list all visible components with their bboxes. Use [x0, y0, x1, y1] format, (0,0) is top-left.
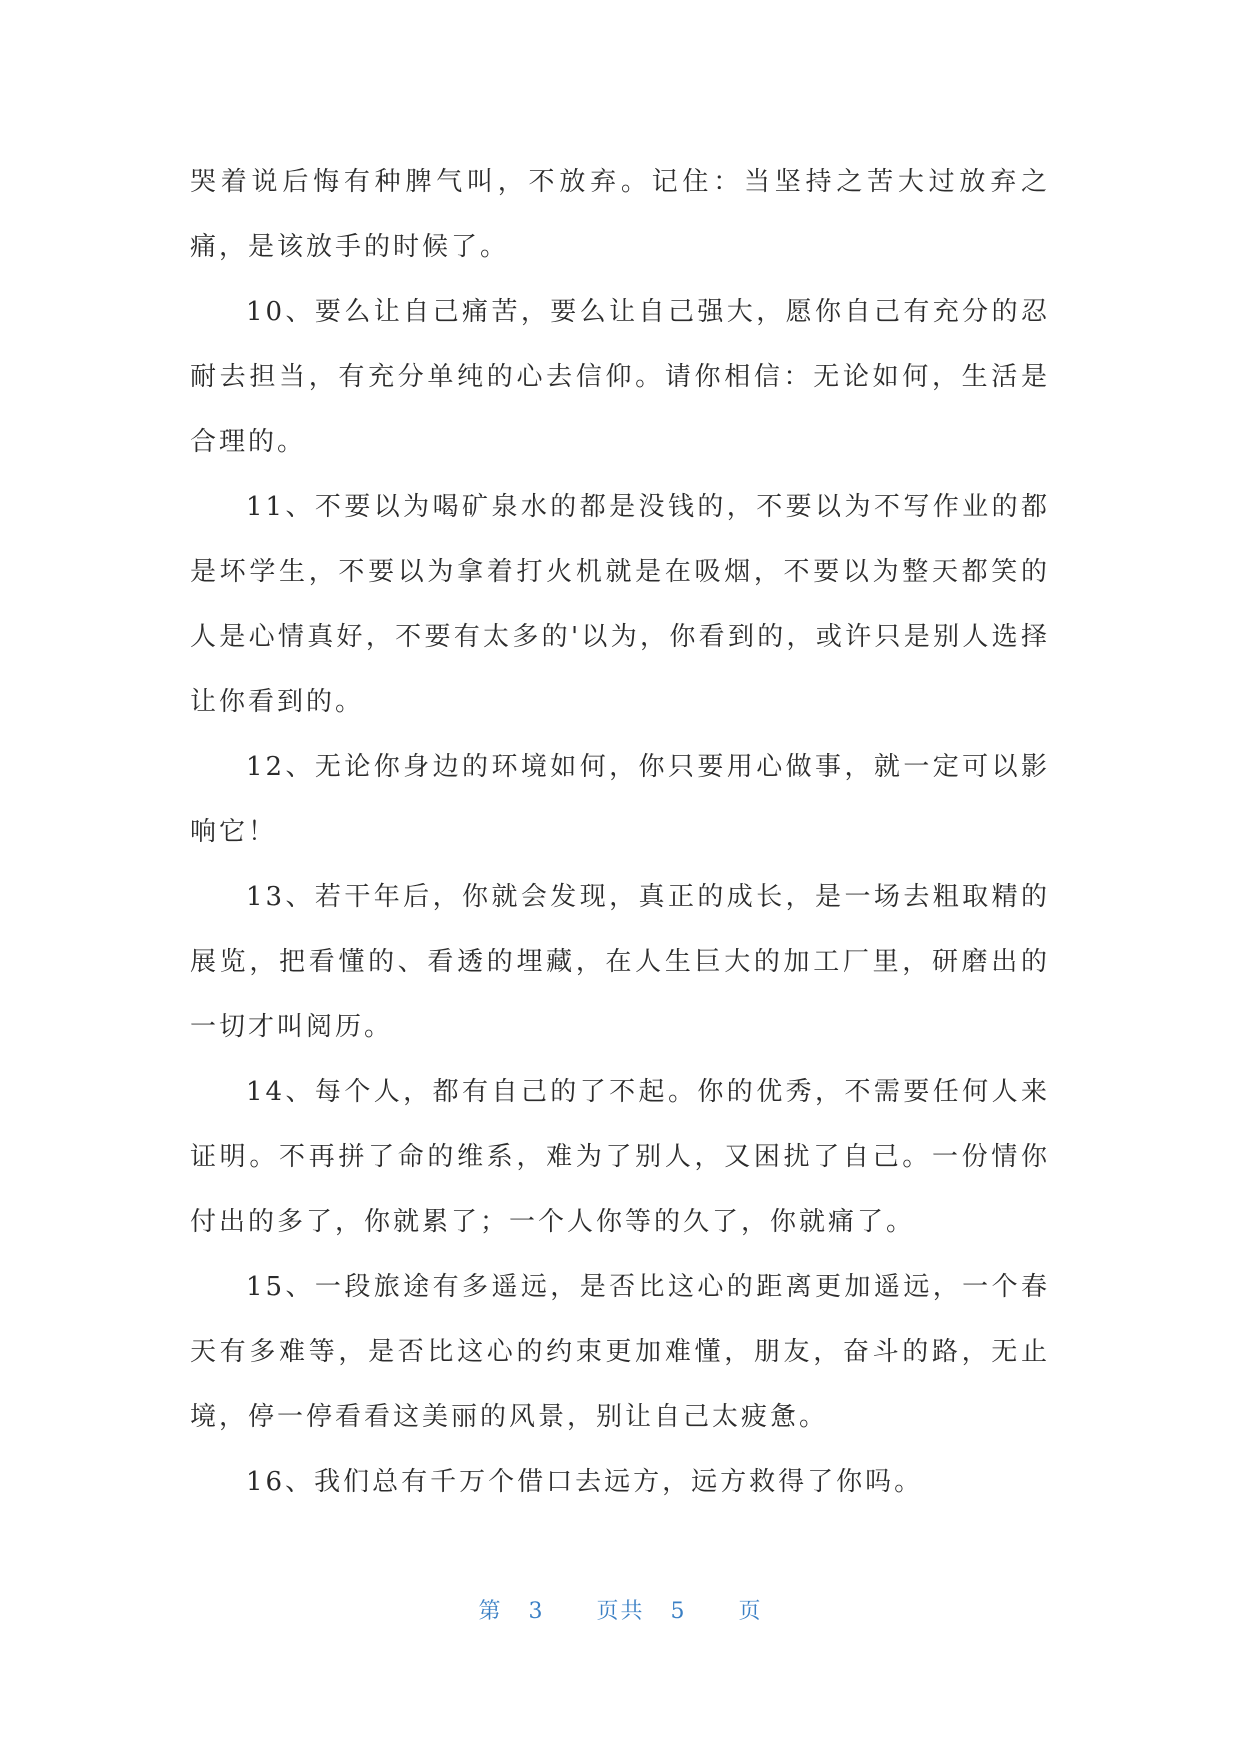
paragraph: 15、一段旅途有多遥远，是否比这心的距离更加遥远，一个春天有多难等，是否比这心的约束更加难懂，朋友，奋斗的路，无止境，停一停看看这美丽的风景，别让自己太疲惫。: [190, 1272, 1050, 1432]
paragraph: 16、我们总有千万个借口去远方，远方救得了你吗。: [246, 1467, 924, 1497]
paragraph: 哭着说后悔有种脾气叫，不放弃。记住：当坚持之苦大过放弃之痛，是该放手的时候了。: [190, 167, 1050, 262]
footer-prefix: 第: [478, 1599, 503, 1624]
paragraph: 14、每个人，都有自己的了不起。你的优秀，不需要任何人来证明。不再拼了命的维系，难为了别人，又困扰了自己。一份情你付出的多了，你就累了；一个人你等的久了，你就痛了。: [190, 1077, 1050, 1237]
paragraph: 12、无论你身边的环境如何，你只要用心做事，就一定可以影响它！: [190, 752, 1050, 847]
paragraph: 11、不要以为喝矿泉水的都是没钱的，不要以为不写作业的都是坏学生，不要以为拿着打火机就是在吸烟，不要以为整天都笑的人是心情真好，不要有太多的'以为，你看到的，或许只是别人选择让你看到的。: [190, 492, 1050, 717]
footer-suffix: 页: [738, 1599, 763, 1624]
page-content: [190, 150, 1050, 1515]
page-footer: [0, 1594, 1241, 1625]
paragraph: 13、若干年后，你就会发现，真正的成长，是一场去粗取精的展览，把看懂的、看透的埋藏，在人生巨大的加工厂里，研磨出的一切才叫阅历。: [190, 882, 1050, 1042]
footer-middle: 页共: [596, 1599, 645, 1624]
footer-current-page: 3: [528, 1599, 545, 1624]
paragraph: 10、要么让自己痛苦，要么让自己强大，愿你自己有充分的忍耐去担当，有充分单纯的心去信仰。请你相信：无论如何，生活是合理的。: [190, 297, 1050, 457]
footer-total-pages: 5: [670, 1599, 687, 1624]
